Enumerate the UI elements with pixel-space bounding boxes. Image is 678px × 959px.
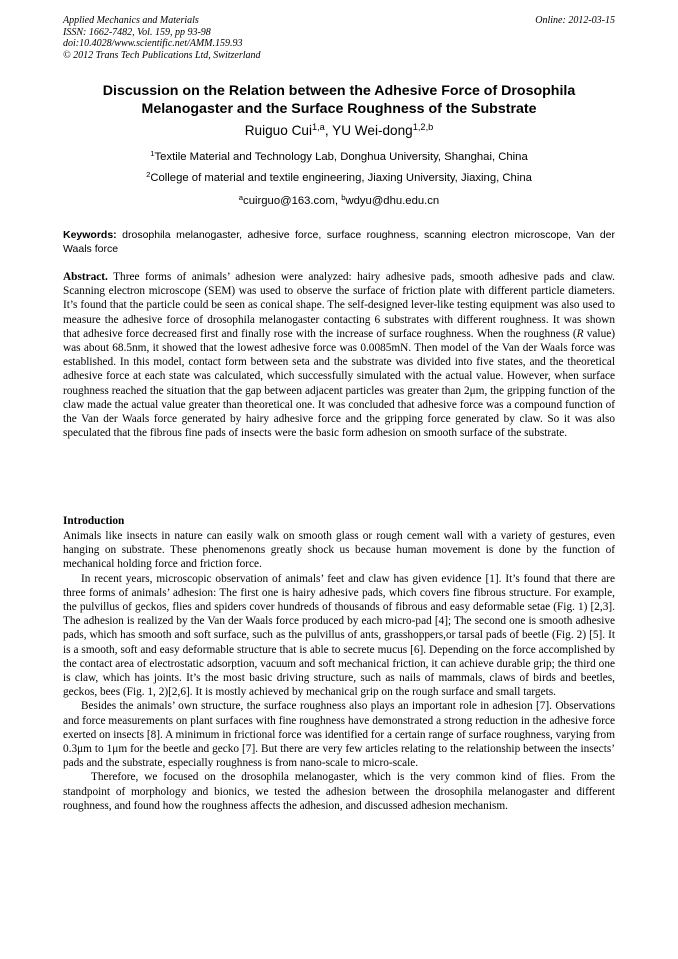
abstract-text-1: Three forms of animals’ adhesion were analyzed: hairy adhesive pads, smooth adhesive pads and claw. Scanning electron microscope (SEM) was used to observe the surface of friction plate with different particle diameters. It’s found that the particle could be seen as conical shape. The self-designed lever-like testing equipment was also used to measure the adhesive force of drosophila melanogaster contacting 6 substrates with different roughness. It was shown that adhesive force decreased first and finally rose with the increase of surface roughness. When the roughness ( (63, 271, 615, 340)
author-2-name: YU Wei-dong (332, 123, 413, 138)
email-b[interactable]: wdyu@dhu.edu.cn (345, 195, 440, 207)
email-b-mark: b (341, 192, 346, 202)
keywords (63, 228, 615, 256)
introduction-paragraph-4: Therefore, we focused on the drosophila melanogaster, which is the very common kind of flies. From the standpoint of morphology and bionics, we tested the adhesion between the drosophila melanogaster and different roughness, and found how the roughness affects the adhesion, and discussed adhesion mechanism. (63, 771, 615, 812)
introduction-paragraph-1: Animals like insects in nature can easily walk on smooth glass or rough cement wall with a variety of gestures, even hanging on substrate. These phenomenons greatly shock us because human movement is done by the function of mechanical holding force and friction force. (63, 530, 615, 571)
roughness-symbol: R (576, 327, 584, 340)
affiliation-1 (63, 150, 615, 164)
paper-title: Discussion on the Relation between the Adhesive Force of Drosophila Melanogaster and the Surface Roughness of the Substrate (102, 83, 576, 117)
affiliation-1-mark: 1 (150, 148, 155, 158)
author-1-affiliation-mark: 1,a (311, 121, 325, 132)
journal-header (63, 15, 615, 61)
doi-line: doi:10.4028/www.scientific.net/AMM.159.93 (63, 38, 243, 49)
abstract-text-2: value) was about 68.5nm, it showed that the lowest adhesive force was 0.0085mN. Then model of the Van der Waals force was established. In this model, contact form between seta and the substrate was divided into five states, and the theoretical adhesive force at each state was calculated, which successfully simulated with the actual value. However, when surface roughness reached the situation that the gap between adjacent particles was greater than 2μm, the gripping function of the claw made the actual value greater than theoretical one. It was concluded that adhesive force was a compound function of the Van der Waals force generated by hairy adhesive force and the gripping force generated by claw. So it was also speculated that the fibrous fine pads of insects were the basic form adhesion on smooth surface of the substrate. (63, 327, 615, 440)
affiliation-1-text: Textile Material and Technology Lab, Donghua University, Shanghai, China (154, 151, 528, 163)
keywords-label: Keywords: (63, 229, 117, 241)
introduction-paragraph-3: Besides the animals’ own structure, the surface roughness also plays an important role in adhesion [7]. Observations and force measurements on plant surfaces with fine roughness have demonstrated a strong reduction in the adhesive force exerted on insects [8]. A minimum in frictional force was identified for a certain range of surface roughness, varying from 0.3μm to 1μm for the beetle and gecko [7]. But there are very few articles relating to the relationship between the insects’ pads and the substrate, especially roughness is from nano-scale to micro-scale. (63, 700, 615, 770)
affiliation-2 (63, 171, 615, 185)
affiliation-2-text: College of material and textile engineering, Jiaxing University, Jiaxing, China (150, 172, 532, 184)
issn-line: ISSN: 1662-7482, Vol. 159, pp 93-98 (63, 26, 211, 38)
author-2-affiliation-mark: 1,2,b (412, 121, 434, 132)
author-line (63, 122, 615, 140)
abstract-label: Abstract. (63, 271, 108, 283)
email-a[interactable]: cuirguo@163.com, (243, 195, 342, 207)
keywords-text: drosophila melanogaster, adhesive force, surface roughness, scanning electron microscope, Van der Waals force (63, 229, 615, 256)
copyright-line: © 2012 Trans Tech Publications Ltd, Switzerland (63, 49, 261, 61)
affiliation-2-mark: 2 (146, 169, 151, 179)
introduction-body (63, 529, 615, 813)
abstract (63, 270, 615, 440)
introduction-paragraph-2: In recent years, microscopic observation of animals’ feet and claw has given evidence [1]. It’s found that there are three forms of animals’ adhesion: The first one is hairy adhesive pads, which covers fine fibrous structure. For example, the pulvillus of geckos, flies and spiders cover hundreds of thousands of fibrous and easy deformable setae (Fig. 1) [2,3]. The adhesion is realized by the Van der Waals force produced by each micro-pad [4]; The second one is smooth adhesive pads, which has smooth and soft surface, such as the pulvillus of ants, grasshoppers,or tarsal pads of beetle (Fig. 2) [5]. It is a smooth, soft and easy deformable structure that is able to secrete mucus [6]. Depending on the force accomplished by the contact area of electrostatic adsorption, vacuum and soft mechanical friction, it can achieve durable grip; the third one is claw, which has joints. It’s the most basic driving structure, such as nails of mammals, claws of birds and beetles, geckos, bees (Fig. 1, 2)[2,6]. It is mostly achieved by mechanical grip on the rough surface and small targets. (63, 572, 615, 699)
journal-name: Applied Mechanics and Materials (63, 15, 199, 26)
author-1-name: Ruiguo Cui (244, 123, 312, 138)
online-date: Online: 2012-03-15 (535, 15, 615, 26)
email-a-mark: a (238, 192, 244, 202)
email-line (63, 194, 615, 208)
introduction-heading: Introduction (63, 515, 125, 527)
author-separator: , (324, 123, 333, 138)
